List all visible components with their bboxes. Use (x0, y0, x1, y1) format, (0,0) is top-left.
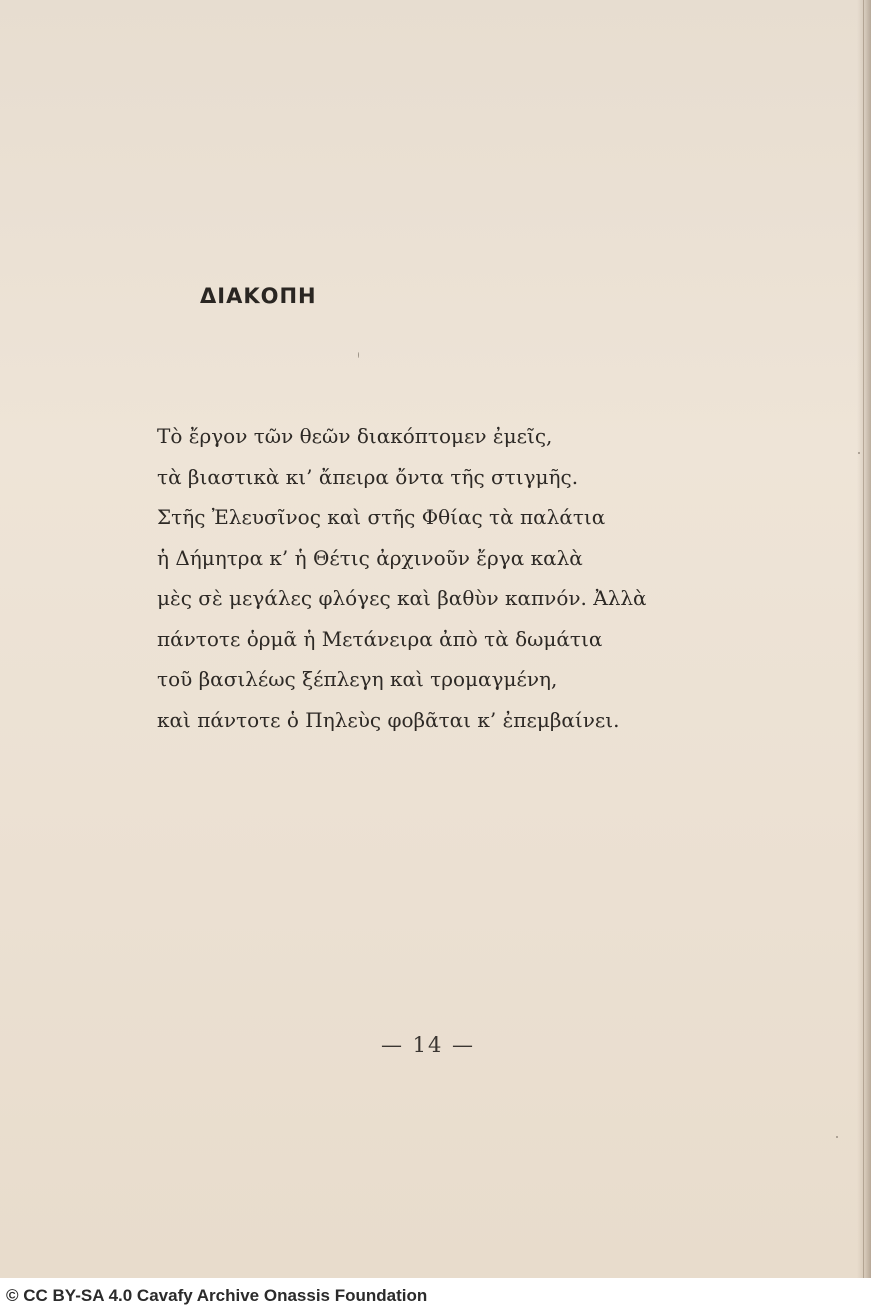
poem-body (157, 416, 717, 740)
page-edge (863, 0, 864, 1278)
paper-speck (858, 452, 860, 454)
poem-line: τοῦ βασιλέως ξέπλεγη καὶ τρομαγμένη, (157, 667, 558, 691)
poem-line: Τὸ ἔργον τῶν θεῶν διακόπτομεν ἐμεῖς, (157, 424, 553, 448)
copyright-credit: © CC BY-SA 4.0 Cavafy Archive Onassis Foundation (6, 1286, 428, 1305)
poem-line: Στῆς Ἐλευσῖνος καὶ στῆς Φθίας τὰ παλάτια (157, 505, 606, 529)
footer-bar (0, 1278, 871, 1316)
poem-line: ἡ Δήμητρα κ’ ἡ Θέτις ἀρχινοῦν ἔργα καλὰ (157, 545, 583, 570)
poem-line: μὲς σὲ μεγάλες φλόγες καὶ βαθὺν καπνόν. Ἀλλὰ (157, 586, 647, 610)
page-number: — 14 — (380, 1033, 476, 1057)
poem-line: πάντοτε ὁρμᾶ ἡ Μετάνειρα ἀπὸ τὰ δωμάτια (157, 626, 603, 651)
paper-speck (836, 1136, 838, 1138)
poem-title: ΔΙΑΚΟΠΗ (200, 284, 317, 308)
poem-line: καὶ πάντοτε ὁ Πηλεὺς φοβᾶται κ’ ἐπεμβαίνει. (157, 707, 620, 732)
poem-line: τὰ βιαστικὰ κι’ ἄπειρα ὄντα τῆς στιγμῆς. (157, 464, 579, 489)
paper-speck (358, 352, 359, 358)
